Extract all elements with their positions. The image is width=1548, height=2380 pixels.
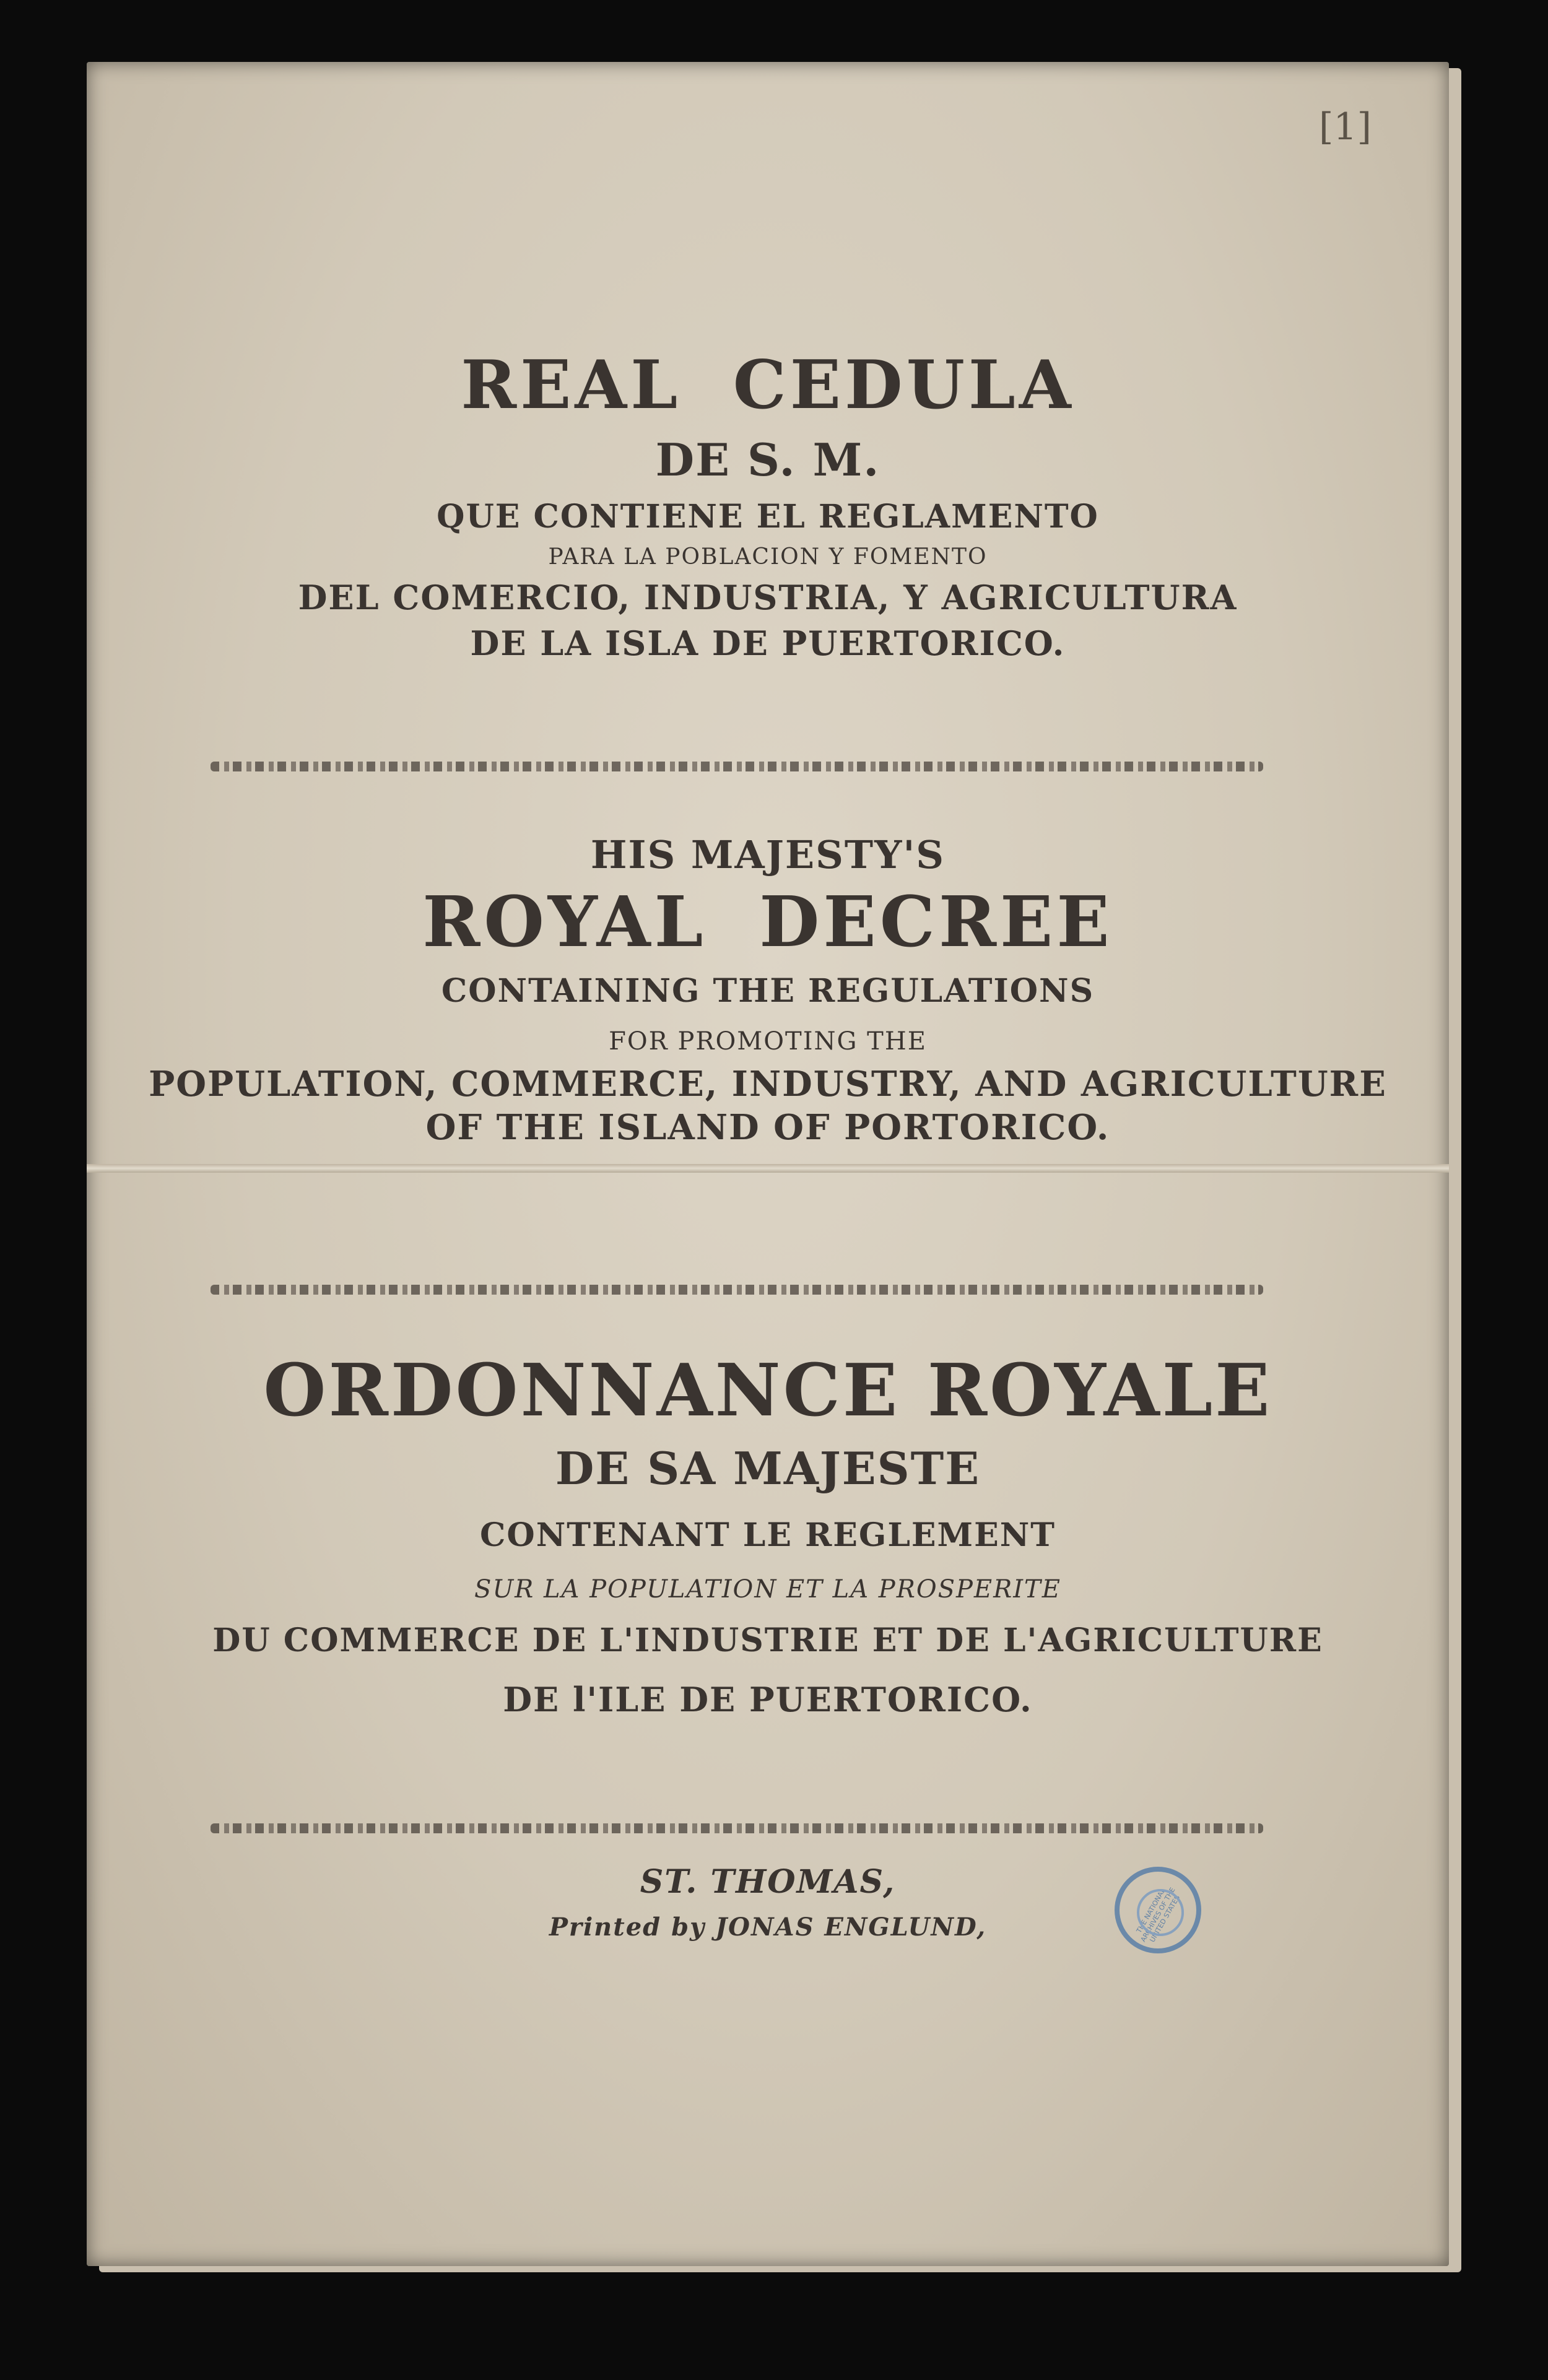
french-line-1: DE SA MAJESTE	[555, 1442, 981, 1495]
page-number: [1]	[1319, 105, 1372, 149]
stamp-text: THE NATIONAL ARCHIVES OF THE UNITED STATES	[1134, 1886, 1182, 1944]
french-line-3: SUR LA POPULATION ET LA PROSPERITE	[474, 1574, 1061, 1604]
spanish-title: REAL CEDULA	[461, 346, 1075, 424]
ornamental-divider-1	[211, 762, 1263, 771]
spanish-line-2: QUE CONTIENE EL REGLAMENTO	[437, 497, 1099, 536]
english-line-4: POPULATION, COMMERCE, INDUSTRY, AND AGRICULTURE	[149, 1063, 1387, 1105]
spanish-line-5: DE LA ISLA DE PUERTORICO.	[470, 623, 1066, 664]
imprint-place: ST. THOMAS,	[640, 1863, 896, 1901]
imprint-printer: Printed by JONAS ENGLUND,	[549, 1912, 987, 1942]
english-title-block	[87, 833, 1449, 1148]
spanish-title-block	[87, 347, 1449, 662]
fold-crease	[87, 1164, 1449, 1173]
ornamental-divider-2	[211, 1285, 1263, 1295]
french-line-2: CONTENANT LE REGLEMENT	[480, 1516, 1056, 1555]
french-title-block	[87, 1350, 1449, 1719]
ornamental-divider-3	[211, 1823, 1263, 1833]
english-line-2: CONTAINING THE REGULATIONS	[441, 972, 1095, 1010]
english-line-3: FOR PROMOTING THE	[609, 1027, 927, 1056]
spanish-line-1: DE S. M.	[655, 433, 881, 487]
french-title: ORDONNANCE ROYALE	[263, 1349, 1272, 1433]
archive-stamp-icon	[1115, 1867, 1201, 1953]
spanish-line-4: DEL COMERCIO, INDUSTRIA, Y AGRICULTURA	[298, 578, 1238, 618]
spanish-line-3: PARA LA POBLACION Y FOMENTO	[548, 544, 988, 570]
english-line-5: OF THE ISLAND OF PORTORICO.	[425, 1107, 1110, 1149]
english-line-1: HIS MAJESTY'S	[590, 832, 946, 877]
french-line-5: DE l'ILE DE PUERTORICO.	[503, 1679, 1033, 1719]
french-line-4: DU COMMERCE DE L'INDUSTRIE ET DE L'AGRICULTURE	[212, 1621, 1323, 1659]
english-title: ROYAL DECREE	[422, 882, 1113, 963]
imprint-block	[87, 1864, 1449, 1942]
